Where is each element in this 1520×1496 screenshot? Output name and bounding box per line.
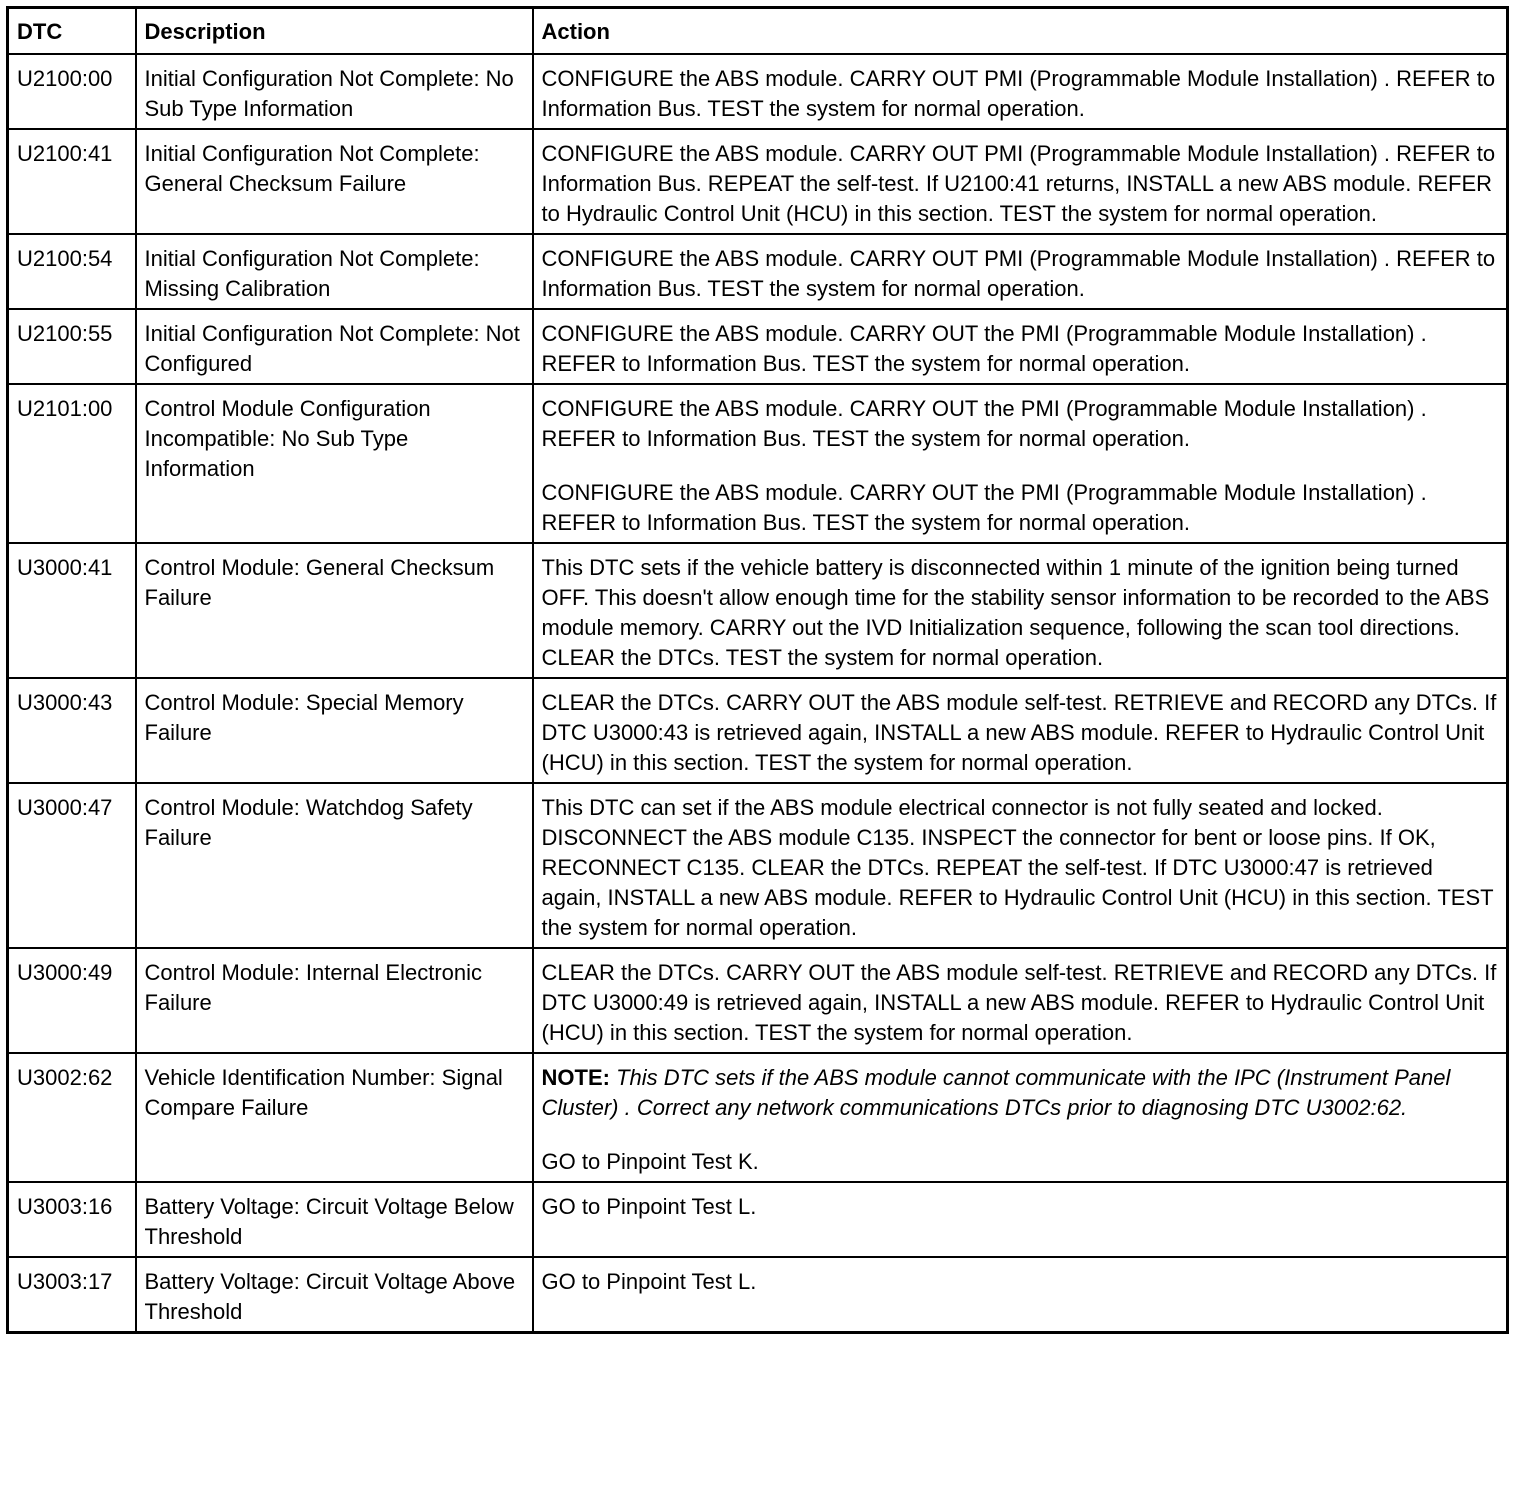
table-row: [8, 234, 1508, 309]
dtc-description: Initial Configuration Not Complete: Missing Calibration: [136, 234, 533, 309]
action-paragraph: This DTC can set if the ABS module electrical connector is not fully seated and locked. DISCONNECT the ABS module C135. INSPECT the connector for bent or loose pins. If OK, RECONNECT C135. CLEAR the DTCs. REPEAT the self-test. If DTC U3000:47 is retrieved again, INSTALL a new ABS module. REFER to Hydraulic Control Unit (HCU) in this section. TEST the system for normal operation.: [541, 795, 1494, 940]
header-description: Description: [136, 8, 533, 55]
dtc-table: [6, 6, 1509, 1334]
dtc-code: U2100:54: [8, 234, 136, 309]
action-paragraph: This DTC sets if the vehicle battery is disconnected within 1 minute of the ignition being turned OFF. This doesn't allow enough time for the stability sensor information to be recorded to the ABS module memory. CARRY out the IVD Initialization sequence, following the scan tool directions. CLEAR the DTCs. TEST the system for normal operation.: [541, 555, 1490, 670]
dtc-description: Initial Configuration Not Complete: General Checksum Failure: [136, 129, 533, 234]
dtc-action: [533, 1182, 1508, 1257]
note-text: This DTC sets if the ABS module cannot communicate with the IPC (Instrument Panel Cluster) . Correct any network communications DTCs prior to diagnosing DTC U3002:62.: [541, 1065, 1451, 1120]
action-paragraph: CONFIGURE the ABS module. CARRY OUT the PMI (Programmable Module Installation) . REFER to Information Bus. TEST the system for normal operation.: [541, 396, 1427, 451]
header-dtc: DTC: [8, 8, 136, 55]
action-paragraph: CONFIGURE the ABS module. CARRY OUT PMI (Programmable Module Installation) . REFER to Information Bus. TEST the system for normal operation.: [541, 66, 1496, 121]
dtc-code: U3000:43: [8, 678, 136, 783]
table-row: [8, 783, 1508, 948]
dtc-table-page: [6, 6, 1506, 1334]
dtc-description: Control Module: Internal Electronic Failure: [136, 948, 533, 1053]
dtc-action: [533, 129, 1508, 234]
action-paragraph: CLEAR the DTCs. CARRY OUT the ABS module self-test. RETRIEVE and RECORD any DTCs. If DTC U3000:49 is retrieved again, INSTALL a new ABS module. REFER to Hydraulic Control Unit (HCU) in this section. TEST the system for normal operation.: [541, 960, 1497, 1045]
table-body: [8, 54, 1508, 1333]
action-paragraph: GO to Pinpoint Test K.: [541, 1149, 759, 1174]
table-row: [8, 678, 1508, 783]
dtc-code: U2100:41: [8, 129, 136, 234]
action-paragraph: CONFIGURE the ABS module. CARRY OUT the PMI (Programmable Module Installation) . REFER to Information Bus. TEST the system for normal operation.: [541, 480, 1427, 535]
dtc-description: Battery Voltage: Circuit Voltage Below Threshold: [136, 1182, 533, 1257]
dtc-code: U2100:00: [8, 54, 136, 129]
dtc-code: U3000:49: [8, 948, 136, 1053]
dtc-code: U3002:62: [8, 1053, 136, 1182]
dtc-action: [533, 309, 1508, 384]
table-row: [8, 1182, 1508, 1257]
dtc-action: [533, 678, 1508, 783]
dtc-code: U3000:41: [8, 543, 136, 678]
note-label: NOTE:: [541, 1065, 610, 1090]
dtc-action: [533, 783, 1508, 948]
header-action: Action: [533, 8, 1508, 55]
dtc-action: [533, 234, 1508, 309]
dtc-description: Control Module: Special Memory Failure: [136, 678, 533, 783]
dtc-code: U2100:55: [8, 309, 136, 384]
dtc-description: Initial Configuration Not Complete: Not Configured: [136, 309, 533, 384]
table-row: [8, 309, 1508, 384]
dtc-action: [533, 54, 1508, 129]
dtc-action: [533, 1257, 1508, 1333]
dtc-action: [533, 948, 1508, 1053]
dtc-action: [533, 1053, 1508, 1182]
action-paragraph: CONFIGURE the ABS module. CARRY OUT PMI (Programmable Module Installation) . REFER to Information Bus. REPEAT the self-test. If U2100:41 returns, INSTALL a new ABS module. REFER to Hydraulic Control Unit (HCU) in this section. TEST the system for normal operation.: [541, 141, 1496, 226]
table-row: [8, 1053, 1508, 1182]
table-row: [8, 948, 1508, 1053]
dtc-description: Control Module: Watchdog Safety Failure: [136, 783, 533, 948]
action-paragraph: GO to Pinpoint Test L.: [541, 1194, 757, 1219]
dtc-description: Vehicle Identification Number: Signal Compare Failure: [136, 1053, 533, 1182]
dtc-description: Initial Configuration Not Complete: No Sub Type Information: [136, 54, 533, 129]
table-row: [8, 54, 1508, 129]
dtc-description: Control Module: General Checksum Failure: [136, 543, 533, 678]
action-paragraph: GO to Pinpoint Test L.: [541, 1269, 757, 1294]
dtc-code: U2101:00: [8, 384, 136, 543]
table-header-row: [8, 8, 1508, 55]
table-row: [8, 384, 1508, 543]
dtc-description: Control Module Configuration Incompatible: No Sub Type Information: [136, 384, 533, 543]
table-row: [8, 129, 1508, 234]
note-paragraph: [542, 1063, 1499, 1123]
action-paragraph: CONFIGURE the ABS module. CARRY OUT the PMI (Programmable Module Installation) . REFER to Information Bus. TEST the system for normal operation.: [541, 321, 1427, 376]
table-row: [8, 1257, 1508, 1333]
table-row: [8, 543, 1508, 678]
action-paragraph: CONFIGURE the ABS module. CARRY OUT PMI (Programmable Module Installation) . REFER to Information Bus. TEST the system for normal operation.: [541, 246, 1496, 301]
dtc-code: U3000:47: [8, 783, 136, 948]
dtc-code: U3003:17: [8, 1257, 136, 1333]
dtc-description: Battery Voltage: Circuit Voltage Above Threshold: [136, 1257, 533, 1333]
dtc-code: U3003:16: [8, 1182, 136, 1257]
action-paragraph: CLEAR the DTCs. CARRY OUT the ABS module self-test. RETRIEVE and RECORD any DTCs. If DTC U3000:43 is retrieved again, INSTALL a new ABS module. REFER to Hydraulic Control Unit (HCU) in this section. TEST the system for normal operation.: [541, 690, 1497, 775]
dtc-action: [533, 384, 1508, 543]
dtc-action: [533, 543, 1508, 678]
